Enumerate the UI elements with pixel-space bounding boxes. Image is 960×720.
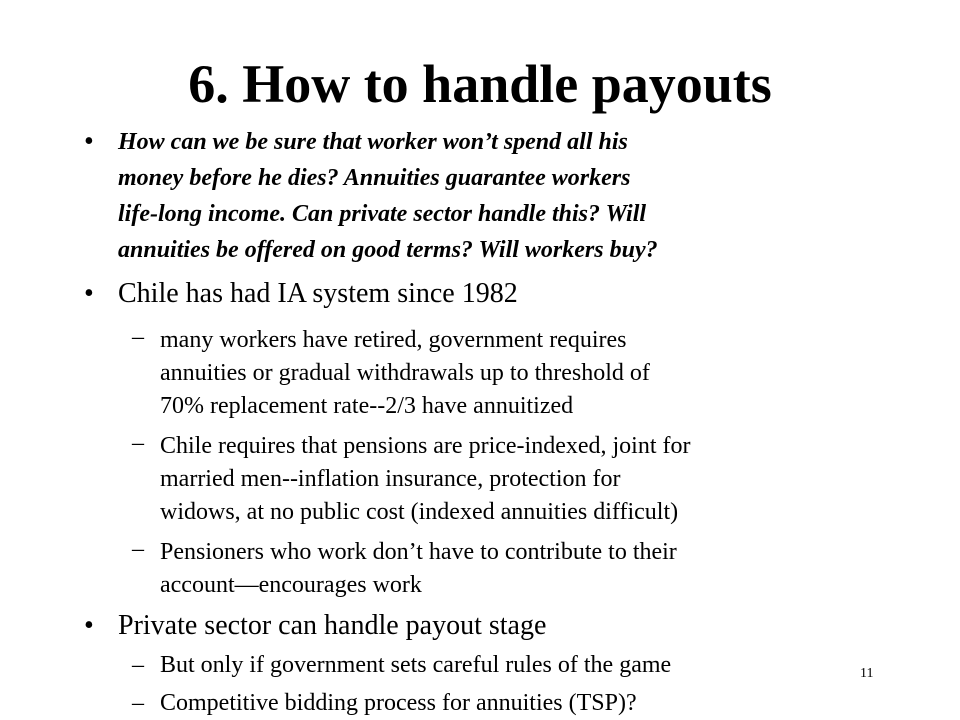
sub-bullet-indexed [160, 430, 920, 529]
sub-bullet-retired [160, 324, 920, 423]
slide-title: 6. How to handle payouts [188, 54, 772, 114]
page-number: 11 [860, 666, 874, 681]
bullet-marker: • [84, 126, 94, 157]
dash-marker: – [132, 652, 144, 678]
bullet-question-block [118, 124, 918, 268]
sub-bullet-rules: But only if government sets careful rules of the game [160, 652, 672, 678]
dash-marker: – [132, 690, 144, 716]
bullet-line: life-long income. Can private sector handle this? Will [118, 201, 647, 227]
bullet-chile: Chile has had IA system since 1982 [118, 278, 518, 309]
bullet-line: annuities be offered on good terms? Will workers buy? [118, 237, 658, 263]
bullet-line: money before he dies? Annuities guarantee workers [118, 165, 631, 191]
sub-bullet-line: Chile requires that pensions are price-indexed, joint for [160, 433, 691, 459]
bullet-marker: • [84, 610, 94, 641]
sub-bullet-pensioners [160, 536, 920, 602]
sub-bullet-line: married men--inflation insurance, protection for [160, 466, 621, 492]
sub-bullet-line: many workers have retired, government requires [160, 327, 627, 353]
sub-bullet-line: 70% replacement rate--2/3 have annuitized [160, 393, 574, 419]
sub-bullet-line: Pensioners who work don’t have to contribute to their [160, 539, 677, 565]
bullet-marker: • [84, 278, 94, 309]
sub-bullet-line: widows, at no public cost (indexed annuities difficult) [160, 499, 679, 525]
dash-marker: – [132, 430, 144, 456]
sub-bullet-bidding: Competitive bidding process for annuities (TSP)? [160, 690, 637, 716]
dash-marker: – [132, 324, 144, 350]
bullet-line: How can we be sure that worker won’t spend all his [118, 129, 628, 155]
bullet-private-sector: Private sector can handle payout stage [118, 610, 547, 641]
sub-bullet-line: account—encourages work [160, 572, 422, 598]
sub-bullet-line: annuities or gradual withdrawals up to threshold of [160, 360, 650, 386]
dash-marker: – [132, 536, 144, 562]
